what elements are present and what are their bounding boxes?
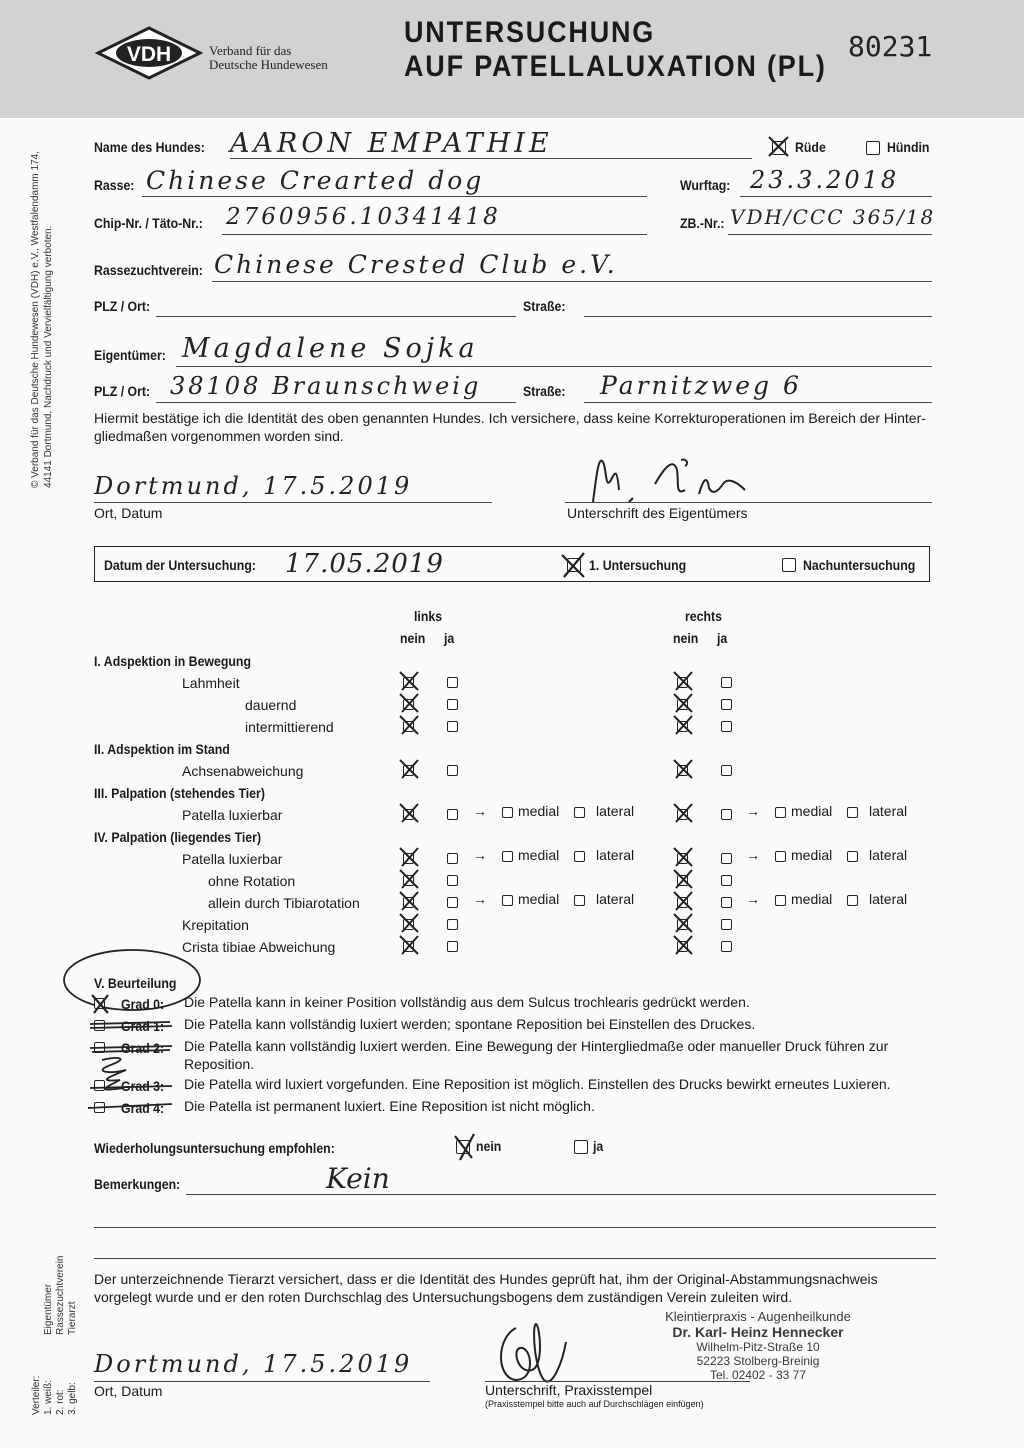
followup-label: Nachuntersuchung <box>803 557 916 573</box>
club-line <box>212 281 932 282</box>
owner-declaration-2: gliedmaßen vorgenommen worden sind. <box>94 428 344 444</box>
owner-declaration: Hiermit bestätige ich die Identität des oben genannten Hundes. Ich versichere, dass keine Korrekturoperationen im Bereich der Hinter- <box>94 410 926 426</box>
breed-value: Chinese Crearted dog <box>146 166 485 195</box>
right-yes-checkbox-row-8[interactable] <box>721 897 732 908</box>
left-yes-checkbox-row-6[interactable] <box>447 853 458 864</box>
vet-statement-2: vorgelegt wurde und er den roten Durchschlag des Untersuchungsbogens dem zuständigen Verein zuleiten wird. <box>94 1289 793 1305</box>
grades-strike-through <box>80 1012 190 1118</box>
owner-plz-line <box>156 402 516 403</box>
female-label: Hündin <box>887 139 930 155</box>
assessment-title: V. Beurteilung <box>94 975 177 991</box>
repeat-no-check-mark <box>452 1132 478 1162</box>
left-yes-checkbox-row-3[interactable] <box>447 721 458 732</box>
dog-street-line <box>584 316 932 317</box>
left-medial-label-2: medial <box>518 847 560 863</box>
owner-street-label: Straße: <box>523 383 566 399</box>
left-no-check-mark-row-8 <box>398 890 420 912</box>
arrow-icon: → <box>473 891 487 907</box>
copyright-line1: © Verband für das Deutsche Hundewesen (VDH) e.V., Westfalendamm 174, <box>30 151 41 488</box>
arrow-icon: → <box>746 847 760 863</box>
grade-2-label: Grad 2: <box>121 1040 165 1056</box>
repeat-yes-label: ja <box>593 1138 604 1154</box>
left-medial-label-1: medial <box>518 803 560 819</box>
left-lateral-label-3: lateral <box>596 891 635 907</box>
row-tibial-rotation: allein durch Tibiarotation <box>208 895 360 911</box>
first-exam-check-mark <box>560 551 588 579</box>
owner-place-date-value: Dortmund, 17.5.2019 <box>94 472 413 500</box>
grade-3-label: Grad 3: <box>121 1078 165 1094</box>
left-medial-label-3: medial <box>518 891 560 907</box>
right-no-check-mark-row-9 <box>672 912 694 934</box>
distribution-owner: Eigentümer <box>43 1283 54 1335</box>
right-yes-header: ja <box>717 630 728 646</box>
right-yes-checkbox-row-7[interactable] <box>721 875 732 886</box>
vet-signature <box>492 1318 572 1390</box>
row-crepitation: Krepitation <box>182 917 249 933</box>
left-medial-checkbox-3[interactable] <box>502 895 513 906</box>
right-header: rechts <box>685 608 722 624</box>
grade-1-label: Grad 1: <box>121 1018 165 1034</box>
left-yes-checkbox-row-8[interactable] <box>447 897 458 908</box>
left-yes-checkbox-row-2[interactable] <box>447 699 458 710</box>
arrow-icon: → <box>473 847 487 863</box>
vdh-logo <box>94 24 204 82</box>
left-lateral-checkbox-1[interactable] <box>574 807 585 818</box>
vet-place-date-line <box>94 1381 430 1382</box>
left-yes-checkbox-row-7[interactable] <box>447 875 458 886</box>
left-yes-header: ja <box>444 630 455 646</box>
owner-signature-line <box>565 502 932 503</box>
remarks-label: Bemerkungen: <box>94 1176 181 1192</box>
right-no-check-mark-row-1 <box>672 670 694 692</box>
owner-place-date-line <box>94 502 492 503</box>
row-patella-lying: Patella luxierbar <box>182 851 283 867</box>
row-axis: Achsenabweichung <box>182 763 304 779</box>
section-2: II. Adspektion im Stand <box>94 741 230 757</box>
logo-text: VDH <box>126 43 172 66</box>
remarks-line-3 <box>94 1258 936 1259</box>
left-no-check-mark-row-7 <box>398 868 420 890</box>
right-yes-checkbox-row-4[interactable] <box>721 765 732 776</box>
right-no-check-mark-row-6 <box>672 846 694 868</box>
left-lateral-label-2: lateral <box>596 847 635 863</box>
grade-3-text: Die Patella wird luxiert vorgefunden. Eine Reposition ist möglich. Einstellen des Drucks bewirkt erneutes Luxieren. <box>184 1076 891 1092</box>
owner-street-line <box>584 402 932 403</box>
row-lameness: Lahmheit <box>182 675 240 691</box>
chip-value: 2760956.10341418 <box>226 204 501 230</box>
owner-street-value: Parnitzweg 6 <box>600 371 802 400</box>
right-medial-checkbox-2[interactable] <box>775 851 786 862</box>
right-yes-checkbox-row-1[interactable] <box>721 677 732 688</box>
male-check-mark <box>766 134 792 160</box>
distribution-copy-2: 2. rot: <box>55 1389 66 1415</box>
breed-line <box>142 196 647 197</box>
owner-label: Eigentümer: <box>94 347 166 363</box>
owner-plz-label: PLZ / Ort: <box>94 383 151 399</box>
right-yes-checkbox-row-6[interactable] <box>721 853 732 864</box>
owner-value: Magdalene Sojka <box>182 333 479 364</box>
repeat-no-label: nein <box>476 1138 502 1154</box>
right-lateral-label-1: lateral <box>869 803 908 819</box>
right-no-check-mark-row-7 <box>672 868 694 890</box>
right-yes-checkbox-row-10[interactable] <box>721 941 732 952</box>
left-no-check-mark-row-2 <box>398 692 420 714</box>
right-lateral-label-3: lateral <box>869 891 908 907</box>
right-yes-checkbox-row-2[interactable] <box>721 699 732 710</box>
zb-line <box>728 234 932 235</box>
right-medial-checkbox-1[interactable] <box>775 807 786 818</box>
left-no-check-mark-row-1 <box>398 670 420 692</box>
distribution-club: Rassezuchtverein <box>55 1255 66 1335</box>
grade-4-text: Die Patella ist permanent luxiert. Eine Reposition ist nicht möglich. <box>184 1098 595 1114</box>
right-no-check-mark-row-3 <box>672 714 694 736</box>
row-crista-tibiae: Crista tibiae Abweichung <box>182 939 336 955</box>
owner-line <box>176 366 932 367</box>
repeat-label: Wiederholungsuntersuchung empfohlen: <box>94 1140 335 1156</box>
right-no-header: nein <box>673 630 699 646</box>
vet-place-date-value: Dortmund, 17.5.2019 <box>94 1350 413 1378</box>
arrow-icon: → <box>746 891 760 907</box>
right-no-check-mark-row-2 <box>672 692 694 714</box>
left-yes-checkbox-row-5[interactable] <box>447 809 458 820</box>
chip-line <box>222 234 647 235</box>
right-lateral-checkbox-2[interactable] <box>847 851 858 862</box>
left-yes-checkbox-row-9[interactable] <box>447 919 458 930</box>
club-value: Chinese Crested Club e.V. <box>214 250 618 279</box>
followup-checkbox[interactable] <box>782 558 796 572</box>
repeat-yes-checkbox[interactable] <box>574 1140 588 1154</box>
grade-0-label: Grad 0: <box>121 996 165 1012</box>
right-medial-label-3: medial <box>791 891 833 907</box>
right-medial-label-1: medial <box>791 803 833 819</box>
grade-4-label: Grad 4: <box>121 1100 165 1116</box>
grade-0-text: Die Patella kann in keiner Position vollständig aus dem Sulcus trochlearis gedrückt werden. <box>184 994 750 1010</box>
row-no-rotation: ohne Rotation <box>208 873 296 889</box>
left-no-check-mark-row-4 <box>398 758 420 780</box>
right-yes-checkbox-row-3[interactable] <box>721 721 732 732</box>
left-yes-checkbox-row-10[interactable] <box>447 941 458 952</box>
page-title: UNTERSUCHUNG AUF PATELLALUXATION (PL) <box>404 16 827 83</box>
exam-date-label: Datum der Untersuchung: <box>104 557 256 573</box>
left-no-check-mark-row-5 <box>398 802 420 824</box>
club-label: Rassezuchtverein: <box>94 262 203 278</box>
right-yes-checkbox-row-9[interactable] <box>721 919 732 930</box>
copyright-line2: 44141 Dortmund, Nachdruck und Vervielfältigung verboten. <box>43 225 54 488</box>
first-exam-label: 1. Untersuchung <box>589 557 687 573</box>
remarks-line <box>186 1194 936 1195</box>
row-intermittent: intermittierend <box>245 719 334 735</box>
male-label: Rüde <box>795 139 826 155</box>
grade-2-text-2: Reposition. <box>184 1056 255 1072</box>
remarks-value: Kein <box>326 1162 390 1195</box>
vet-statement: Der unterzeichnende Tierarzt versichert, dass er die Identität des Hundes geprüft hat, ihm der Original-Abstammungsnachweis <box>94 1271 878 1287</box>
left-yes-checkbox-row-1[interactable] <box>447 677 458 688</box>
dog-street-label: Straße: <box>523 298 566 314</box>
org-name: Verband für das Deutsche Hundewesen <box>209 43 328 72</box>
right-no-check-mark-row-10 <box>672 934 694 956</box>
left-lateral-checkbox-3[interactable] <box>574 895 585 906</box>
arrow-icon: → <box>746 803 760 819</box>
dog-plz-label: PLZ / Ort: <box>94 298 151 314</box>
distribution-copy-1: 1. weiß: <box>43 1379 54 1415</box>
grade-1-text: Die Patella kann vollständig luxiert werden; spontane Reposition bei Einstellen des Druckes. <box>184 1016 756 1032</box>
left-header: links <box>414 608 443 624</box>
right-no-check-mark-row-8 <box>672 890 694 912</box>
right-medial-label-2: medial <box>791 847 833 863</box>
dog-plz-line <box>156 316 516 317</box>
owner-signature <box>585 450 785 510</box>
left-lateral-checkbox-2[interactable] <box>574 851 585 862</box>
left-no-check-mark-row-6 <box>398 846 420 868</box>
left-lateral-label-1: lateral <box>596 803 635 819</box>
vet-stamp: Kleintierpraxis - Augenheilkunde Dr. Karl- Heinz Hennecker Wilhelm-Pitz-Straße 10 52223 Stolberg-Breinig Tel. 02402 - 33 77 <box>665 1309 851 1382</box>
row-permanent: dauernd <box>245 697 297 713</box>
litter-date-label: Wurftag: <box>680 177 731 193</box>
distribution-vet: Tierarzt <box>67 1301 78 1335</box>
left-yes-checkbox-row-4[interactable] <box>447 765 458 776</box>
vet-signature-label: Unterschrift, Praxisstempel <box>485 1382 653 1398</box>
right-lateral-label-2: lateral <box>869 847 908 863</box>
grade-2-text: Die Patella kann vollständig luxiert werden. Eine Bewegung der Hintergliedmaße oder manueller Druck führen zur <box>184 1038 889 1054</box>
distribution-copy-3: 3. gelb: <box>67 1382 78 1415</box>
zb-label: ZB.-Nr.: <box>680 215 725 231</box>
owner-signature-label: Unterschrift des Eigentümers <box>567 505 748 521</box>
zb-value: VDH/CCC 365/18 <box>730 205 936 229</box>
remarks-line-2 <box>94 1227 936 1228</box>
section-4: IV. Palpation (liegendes Tier) <box>94 829 262 845</box>
dog-name-value: AARON EMPATHIE <box>230 128 553 159</box>
form-number: 80231 <box>848 30 933 63</box>
vet-place-date-label: Ort, Datum <box>94 1383 163 1399</box>
left-no-header: nein <box>400 630 426 646</box>
section-1: I. Adspektion in Bewegung <box>94 653 251 669</box>
litter-date-line <box>740 196 932 197</box>
dog-name-label: Name des Hundes: <box>94 139 205 155</box>
owner-place-date-label: Ort, Datum <box>94 505 163 521</box>
breed-label: Rasse: <box>94 177 135 193</box>
left-medial-checkbox-2[interactable] <box>502 851 513 862</box>
litter-date-value: 23.3.2018 <box>750 166 900 194</box>
left-no-check-mark-row-3 <box>398 714 420 736</box>
right-lateral-checkbox-3[interactable] <box>847 895 858 906</box>
female-checkbox[interactable] <box>866 141 880 155</box>
right-no-check-mark-row-4 <box>672 758 694 780</box>
right-yes-checkbox-row-5[interactable] <box>721 809 732 820</box>
distribution-title: Verteiler: <box>31 1375 42 1415</box>
arrow-icon: → <box>473 803 487 819</box>
row-patella-standing: Patella luxierbar <box>182 807 283 823</box>
left-medial-checkbox-1[interactable] <box>502 807 513 818</box>
vet-signature-note: (Praxisstempel bitte auch auf Durchschlägen einfügen) <box>485 1399 704 1409</box>
right-medial-checkbox-3[interactable] <box>775 895 786 906</box>
left-no-check-mark-row-10 <box>398 934 420 956</box>
chip-label: Chip-Nr. / Täto-Nr.: <box>94 215 203 231</box>
owner-plz-value: 38108 Braunschweig <box>170 372 482 400</box>
right-no-check-mark-row-5 <box>672 802 694 824</box>
right-lateral-checkbox-1[interactable] <box>847 807 858 818</box>
left-no-check-mark-row-9 <box>398 912 420 934</box>
exam-date-value: 17.05.2019 <box>285 549 444 579</box>
section-3: III. Palpation (stehendes Tier) <box>94 785 265 801</box>
